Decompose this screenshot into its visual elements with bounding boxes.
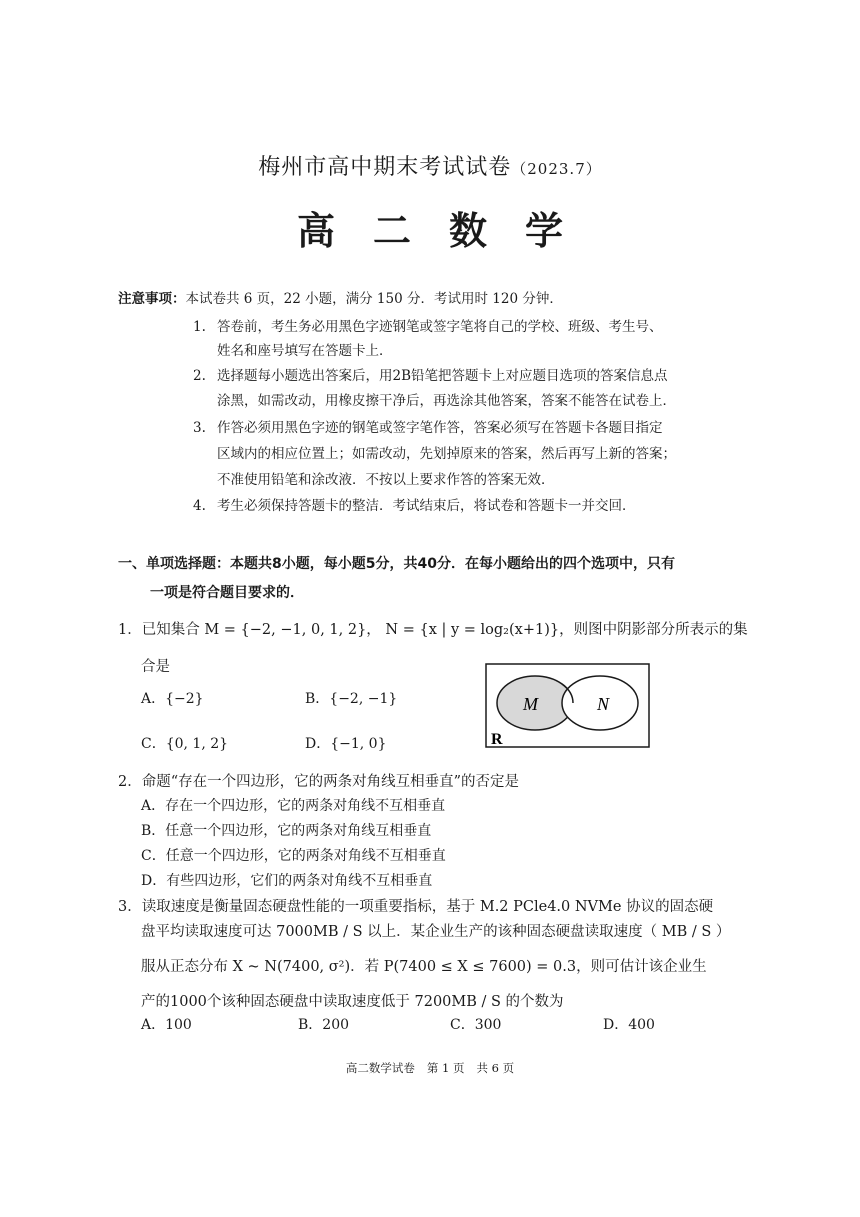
q3-option-c: C．300: [450, 1017, 502, 1033]
notice-item: 3. 作答必须用黑色字迹的钢笔或签字笔作答，答案必须写在答题卡各题目指定: [193, 420, 663, 436]
notice-item: 4. 考生必须保持答题卡的整洁．考试结束后，将试卷和答题卡一并交回．: [193, 498, 636, 514]
notice-item-line: 区域内的相应位置上；如需改动，先划掉原来的答案，然后再写上新的答案；: [217, 446, 676, 462]
set-n-label: N: [597, 694, 610, 714]
q3-option-d: D．400: [603, 1017, 655, 1033]
q3-option-b: B．200: [298, 1017, 350, 1033]
notice-label: 注意事项：: [118, 291, 186, 307]
universal-set-label: R: [491, 731, 503, 748]
notice-item-line: 涂黑，如需改动，用橡皮擦干净后，再选涂其他答案，答案不能答在试卷上．: [217, 393, 676, 409]
section-heading: 一、单项选择题：本题共8小题，每小题5分，共40分．在每小题给出的四个选项中，只有: [118, 556, 675, 572]
page-footer: [0, 1060, 860, 1076]
question-3-line: 服从正态分布 X ~ N(7400, σ²)．若 P(7400 ≤ X ≤ 7600) = 0.3，则可估计该企业生: [141, 959, 707, 975]
q3-option-a: A．100: [141, 1017, 192, 1033]
question-3-line: 产的1000个该种固态硬盘中读取速度低于 7200MB / S 的个数为: [141, 994, 564, 1010]
notice-header: [118, 287, 563, 307]
question-number: 1．: [118, 622, 142, 638]
question-number: 2．: [118, 774, 142, 790]
q1-option-b: B．{−2, −1}: [305, 691, 398, 707]
exam-title: [0, 150, 860, 181]
q1-option-a: A．{−2}: [141, 691, 204, 707]
question-text: 已知集合 M = {−2, −1, 0, 1, 2}， N = {x | y = log₂(x+1)}，则图中阴影部分所表示的集: [141, 622, 748, 638]
question-3-stem: [118, 895, 713, 916]
q1-option-d: D．{−1, 0}: [305, 736, 387, 752]
question-text: 读取速度是衡量固态硬盘性能的一项重要指标，基于 M.2 PCle4.0 NVMe 协议的固态硬: [141, 899, 714, 915]
notice-item: 2. 选择题每小题选出答案后，用2B铅笔把答题卡上对应题目选项的答案信息点: [193, 368, 668, 384]
venn-diagram: [485, 663, 651, 749]
footer-subject: 高二数学试卷: [345, 1061, 415, 1075]
notice-item-line: 不准使用铅笔和涂改液．不按以上要求作答的答案无效．: [217, 472, 555, 488]
footer-page: 第 1 页: [426, 1061, 465, 1075]
notice-item-line: 姓名和座号填写在答题卡上．: [217, 343, 393, 359]
question-1-stem-cont: 合是: [141, 659, 170, 675]
question-3-line: 盘平均读取速度可达 7000MB / S 以上．某企业生产的该种固态硬盘读取速度（ MB / S ）: [141, 924, 731, 940]
section-heading-line2: 一项是符合题目要求的．: [150, 585, 304, 601]
q2-option-b: B．任意一个四边形，它的两条对角线互相垂直: [141, 823, 432, 839]
notice-item: 1. 答卷前，考生务必用黑色字迹钢笔或签字笔将自己的学校、班级、考生号、: [193, 319, 663, 335]
question-1-stem: [118, 618, 748, 639]
notice-intro: 本试卷共 6 页，22 小题，满分 150 分．考试用时 120 分钟．: [185, 291, 563, 307]
question-number: 3．: [118, 899, 142, 915]
subject-title: 高二数学: [296, 209, 601, 253]
set-m-label: M: [523, 694, 538, 714]
question-text: 命题“存在一个四边形，它的两条对角线互相垂直”的否定是: [141, 774, 520, 790]
exam-title-text: 梅州市高中期末考试试卷: [258, 155, 512, 180]
question-2-stem: [118, 770, 519, 791]
exam-year: （2023.7）: [511, 160, 602, 178]
q2-option-a: A．存在一个四边形，它的两条对角线不互相垂直: [141, 798, 446, 814]
footer-total: 共 6 页: [476, 1061, 515, 1075]
q2-option-d: D．有些四边形，它们的两条对角线不互相垂直: [141, 873, 433, 889]
q2-option-c: C．任意一个四边形，它的两条对角线不互相垂直: [141, 848, 446, 864]
q1-option-c: C．{0, 1, 2}: [141, 736, 229, 752]
